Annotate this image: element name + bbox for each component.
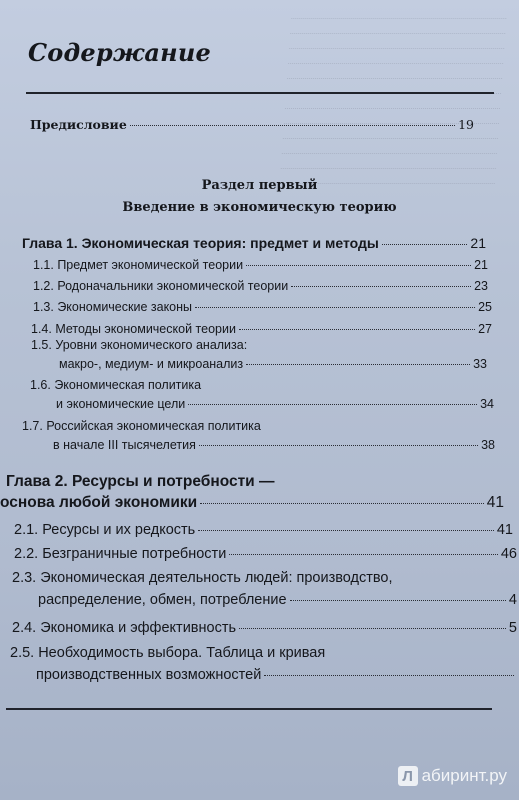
section-label: Раздел первый (201, 178, 318, 193)
toc-entry-label: 2.2. Безграничные потребности (14, 546, 227, 562)
toc-entry-label: 1.2. Родоначальники экономической теории (33, 279, 289, 293)
toc-page-number: 34 (480, 397, 494, 411)
toc-page-number: 25 (478, 300, 492, 314)
toc-page-number: 19 (458, 117, 474, 132)
dot-leader (290, 600, 506, 601)
title-rule (26, 92, 494, 94)
toc-page-number: 33 (473, 357, 487, 371)
dot-leader (239, 628, 506, 629)
chapter-title: основа любой экономики (0, 494, 198, 511)
toc-entry (36, 667, 517, 683)
toc-entry-line1: 2.5. Необходимость выбора. Таблица и кривая (10, 645, 326, 661)
dot-leader (239, 329, 475, 330)
chapter-2-title-line1: Глава 2. Ресурсы и потребности — (6, 473, 275, 490)
toc-entry-preface (30, 117, 474, 132)
bleed-through-text (280, 4, 508, 184)
dot-leader (264, 675, 514, 676)
toc-entry-label: 2.1. Ресурсы и их редкость (14, 522, 196, 538)
toc-entry (33, 279, 488, 293)
toc-page-number: 41 (496, 522, 513, 538)
toc-entry (14, 522, 513, 538)
toc-page-number: 41 (486, 494, 504, 511)
watermark-text: абиринт.ру (421, 766, 507, 785)
section-title: Введение в экономическую теорию (122, 200, 397, 215)
toc-entry (33, 300, 492, 314)
toc-entry-label: и экономические цели (56, 397, 186, 411)
dot-leader (188, 404, 477, 405)
toc-entry-line1: 1.6. Экономическая политика (30, 378, 202, 392)
toc-page-number: 23 (474, 279, 488, 293)
dot-leader (130, 125, 455, 126)
toc-page-number: 5 (508, 620, 517, 636)
dot-leader (229, 554, 498, 555)
toc-entry-label: 1.1. Предмет экономической теории (33, 258, 244, 272)
toc-entry-label: 2.4. Экономика и эффективность (12, 620, 237, 636)
toc-entry-line1: 1.7. Российская экономическая политика (22, 419, 261, 433)
toc-entry-line1: 1.5. Уровни экономического анализа: (31, 338, 248, 352)
toc-page-number: 38 (481, 438, 495, 452)
toc-page-number: 21 (474, 258, 488, 272)
toc-entry (53, 438, 495, 452)
toc-page-number: 46 (500, 546, 517, 562)
toc-entry-label: Предисловие (30, 117, 127, 132)
labirint-logo-icon: Л (398, 766, 418, 786)
toc-page-number: 27 (478, 322, 492, 336)
footer-rule (6, 708, 492, 710)
toc-entry (14, 546, 517, 562)
labirint-watermark (398, 766, 507, 786)
dot-leader (199, 445, 478, 446)
toc-page-number: 21 (470, 235, 486, 251)
toc-entry (31, 322, 492, 336)
dot-leader (198, 530, 494, 531)
toc-entry-label: макро-, медиум- и микроанализ (59, 357, 244, 371)
toc-entry-label: в начале III тысячелетия (53, 438, 196, 452)
dot-leader (246, 364, 470, 365)
toc-entry-label: 1.3. Экономические законы (33, 300, 193, 314)
toc-entry (59, 357, 487, 371)
toc-entry (12, 620, 517, 636)
toc-entry (56, 397, 494, 411)
toc-entry (38, 592, 517, 608)
toc-entry-line1: 2.3. Экономическая деятельность людей: производство, (12, 570, 393, 586)
toc-page-number: 4 (508, 592, 517, 608)
dot-leader (195, 307, 475, 308)
dot-leader (200, 503, 484, 504)
toc-entry-label: 1.4. Методы экономической теории (31, 322, 236, 336)
dot-leader (382, 244, 468, 245)
chapter-title: Глава 1. Экономическая теория: предмет и методы (22, 235, 379, 251)
toc-chapter-1 (22, 235, 486, 251)
toc-entry-label: распределение, обмен, потребление (38, 592, 287, 608)
toc-chapter-2 (0, 494, 504, 512)
page-title: Содержание (28, 38, 211, 67)
toc-entry (33, 258, 488, 272)
toc-entry-label: производственных возможностей (36, 667, 262, 683)
dot-leader (291, 286, 471, 287)
dot-leader (246, 265, 471, 266)
